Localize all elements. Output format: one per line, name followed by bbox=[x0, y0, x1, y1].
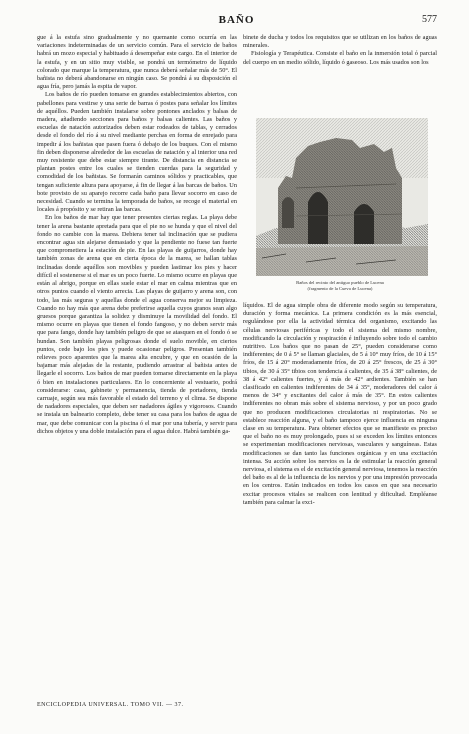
paragraph: Los baños de río pueden tomarse en grandes establecimientos abiertos, con pabellones para vestirse y una serie de barras ó postes para señalar los límites de aquéllos. Pueden también instalarse sobre pontones anclados y balsas de madera, añadiendo secciones para baños y balsas calientes. Las baños y escuelas de natación autorizados deben estar rodeados de tablas, y cerrados desde el fondo del río á su nivel mediante perchas en forma de enrejado para impedir á los bañistas que pasen fuera ó debajo de los buques. Con el mismo fin deben disponerse alrededor de las escuelas de natación y al interior una red muy resistente que debe estar siempre tirante. De distancia en distancia se plantan postes entre los cuales se tienden cuerdas para la seguridad y comodidad de los bañistas. Se formarán caminos sólidos y practicables, que tengan suficiente altura para apoyarse, á fin de llegar á las barcas de baños. Un bote provisto de su aparejo recorre cada baño para llevar socorro en caso de necesidad. Cuando se termina la temporada de baños, se recoge el material en locales á propósito y se retiran las barcas. bbox=[37, 91, 237, 214]
page-header bbox=[36, 14, 437, 28]
paragraph: binete de ducha y todos los requisitos que se utilizan en los baños de aguas minerales. bbox=[243, 34, 437, 50]
ruins-engraving bbox=[256, 118, 428, 276]
right-column-bottom bbox=[243, 302, 437, 702]
ruins-illustration bbox=[256, 118, 428, 276]
right-column-top bbox=[243, 34, 437, 116]
left-column bbox=[37, 34, 237, 702]
paragraph: En los baños de mar hay que tener presentes ciertas reglas. La playa debe tener la arena bastante apretada para que el pie no se hunda y que el nivel del fondo no cambie con la marea. Debiera tener tal inclinación que se pudiera encontrar agua sin alejarse demasiado y que la pendiente no fuese tan fuerte que comprometiera la estación de pie. En las playas de guijarros, donde hay también zonas de arena que en cierta época de la marea, se hallan tablas inclinadas donde aquéllos son movibles y pueden lastimar los pies y hacer difícil el sostenerse si el mar es un poco fuerte. Lo mismo ocurre en playas que están al abrigo, porque en ellas suele estar el mar en calma mientras que en otros puntos cuando el viento arrecia. Las playas de guijarro y arena son, con todo, las más seguras y aquellas donde el agua conserva mejor su limpieza. Cuando no hay más que arena debe preferirse aquella cuyos granos sean algo gruesos porque garantiza la solidez y disminuye la movilidad del fondo. El mismo ocurre en playas que tienen el fondo fangoso, y no deben servir más que para fango, donde hay también peligro de que se atasquen en el fondo ó se hundan. Son también playas peligrosas donde el suelo movible, en ciertos puntos, cede bajo los pies y puede ocasionar peligros. Presentan también relieves poco aparentes que la marea alta encubre, y que en ocasión de la bajamar más alejadas de la restante, pudiendo arrastrar al bañista antes de llegarle el socorro. Los baños de mar pueden tomarse directamente en la playa ó bien en instalaciones particulares. En lo concerniente al vestuario, podrá considerarse: casa, gabinete y permanencia, tienda de portadores, tienda carruaje, según sea más favorable el estado del terreno y el clima. Se dispone de nadadores especiales, que deben ser nadadores ágiles y vigorosos. Cuando se instala un balneario completo, debe tener su casa para los baños de agua de mar, que debe comunicar con la piscina ó el mar por una tubería, y servir para dichos objetos y una doble instalación para el agua dulce. Habrá también ga- bbox=[37, 214, 237, 435]
caption-line: (fragmento de la Cueva de Lucena) bbox=[307, 286, 373, 291]
paragraph: gue á la estufa sino gradualmente y no quemante como ocurría en las variaciones indeterminadas de un servicio común. Para el servicio de baños habrá un mozo especial y habituado á desempeñar este cargo. En el interior de la estufa, y en un sitio muy visible, se pondrá un termómetro de líquido colorado que marque la temperatura, que nunca deberá señalar más de 50°. El bañista no deberá abandonarse en ningún caso. Se pondrá á su disposición el agua fría, pero jamás la espita de vapor. bbox=[37, 34, 237, 91]
paragraph: Fisiología y Terapéutica. Consiste el baño en la inmersión total ó parcial del cuerpo en un medio sólido, líquido ó gaseoso. Los más usados son los bbox=[243, 50, 437, 66]
paragraph: líquidos. El de agua simple obra de diferente modo según su temperatura, duración y forma mecánica. La primera condición es la más esencial, regulándose por ella la actividad térmica del organismo, excitando las células nerviosas periféricas y todo el sistema del mismo nombre, modificando la circulación y respiración é influyendo sobre todo el cambio nutritivo. Los baños que no pasan de 25°, pueden considerarse como indiferentes; de 0 á 5° se llaman glaciales, de 5 á 10° muy fríos, de 10 á 15° fríos, de 15 á 20° moderadamente fríos, de 20 á 25° frescos, de 25 á 30° tibios, de 30 á 35° tibios con tendencia á calientes, de 35 á 38° calientes, de 38 á 42° calientes fuertes, y á más de 42° ardientes. También se han clasificado en calientes indiferentes de 34 á 35°, moderadores del calor á menos de 34° y excitantes del calor á más de 35°. En estos calientes indiferentes no obran más sobre el sistema nervioso, y por un poco grado que no producen modificaciones circulatorias ni respiratorias. No se establece reacción alguna, y el baño tampoco ejerce influencia en ninguna clase en su temperatura. Para obtener efectos que se manifieste es preciso que el baño no es muy prolongado, pues si se exceden los límites entonces se experimentan modificaciones nerviosas, vasculares y sanguíneas. Estas modificaciones se dan tanto las funciones orgánicas y en una excitación intensa. Su acción sobre los nervios es la de estimular la reacción general nerviosa, el sistema es el de excitación general nerviosa, tenemos la reacción del baño es al de la influencia de los nervios y por una impresión provocada en los centros. Están indicados en todos los casos en que sea necesario excitar procesos vitales se realicen con lentitud y dificultad. Empléanse también para calmar la exci- bbox=[243, 302, 437, 506]
page-number: 577 bbox=[422, 14, 437, 25]
page-footer: ENCICLOPEDIA UNIVERSAL. TOMO VII. — 37. bbox=[37, 702, 184, 708]
caption-line: Baños del recinto del antiguo pueblo de Lucena bbox=[296, 280, 384, 285]
page-title: BAÑO bbox=[218, 14, 255, 26]
figure-caption bbox=[243, 280, 437, 292]
